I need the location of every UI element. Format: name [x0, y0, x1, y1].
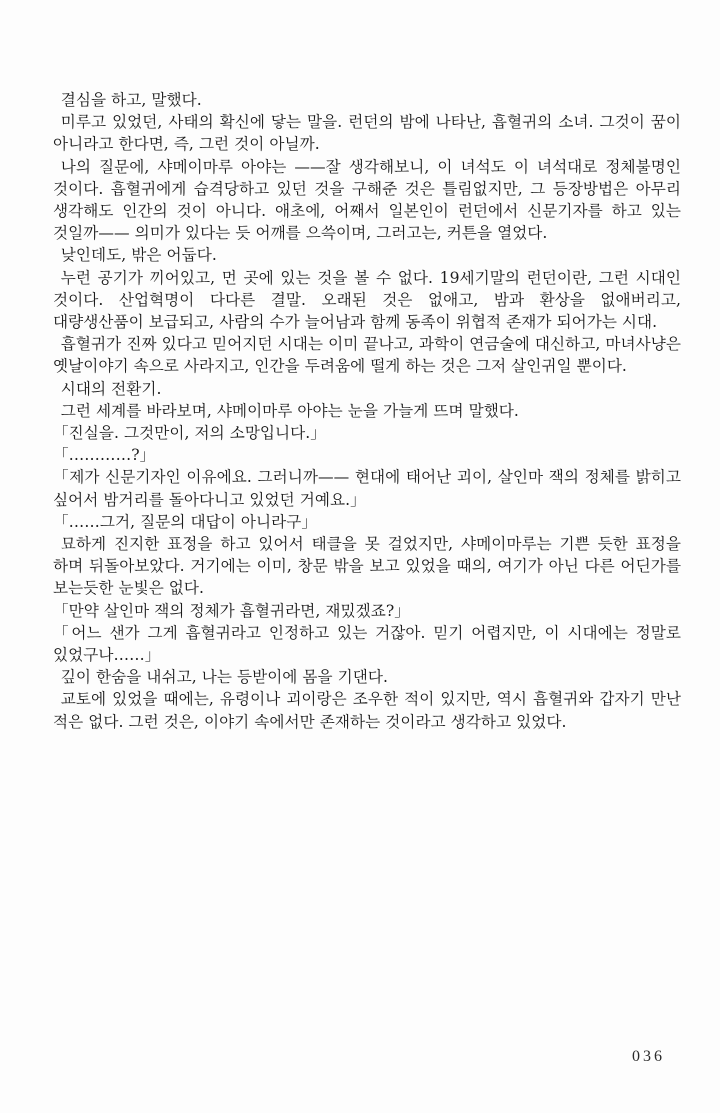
- paragraph: 묘하게 진지한 표정을 하고 있어서 태클을 못 걸었지만, 샤메이마루는 기쁜 듯한 표정을 하며 뒤돌아보았다. 거기에는 이미, 창문 밖을 보고 있었을 때의, 여기가 아닌 다른 어딘가를 보는듯한 눈빛은 없다.: [53, 535, 681, 598]
- paragraph: 그런 세계를 바라보며, 샤메이마루 아야는 눈을 가늘게 뜨며 말했다.: [60, 401, 519, 420]
- paragraph: 누런 공기가 끼어있고, 먼 곳에 있는 것을 볼 수 없다. 19세기말의 런던이란, 그런 시대인 것이다. 산업혁명이 다다른 결말. 오래된 것은 없애고, 밤과 환상을 없애버리고, 대량생산품이 보급되고, 사람의 수가 늘어남과 함께 동족이 위협적 존재가 되어가는 시대.: [53, 268, 681, 332]
- paragraph: 교토에 있었을 때에는, 유령이나 괴이랑은 조우한 적이 있지만, 역시 흡혈귀와 갑자기 만난 적은 없다. 그런 것은, 이야기 속에서만 존재하는 것이라고 생각하고 있었다.: [53, 690, 681, 731]
- paragraph: 미루고 있었던, 사태의 확신에 닿는 말을. 런던의 밤에 나타난, 흡혈귀의 소녀. 그것이 꿈이 아니라고 한다면, 즉, 그런 것이 아닐까.: [53, 113, 681, 154]
- paragraph: 낮인데도, 밖은 어둡다.: [60, 246, 217, 265]
- dialogue-line: 「만약 살인마 잭의 정체가 흡혈귀라면, 재밌겠죠?」: [53, 601, 410, 620]
- paragraph: 시대의 전환기.: [60, 379, 162, 398]
- paragraph: 나의 질문에, 샤메이마루 아야는 ——잘 생각해보니, 이 녀석도 이 녀석대로 정체불명인 것이다. 흡혈귀에게 습격당하고 있던 것을 구해준 것은 틀림없지만, 그 등장방법은 아무리 생각해도 인간의 것이 아니다. 애초에, 어째서 일본인이 런던에서 신문기자를 하고 있는 것일까—— 의미가 있다는 듯 어깨를 으쓱이며, 그러고는, 커튼을 열었다.: [53, 157, 681, 243]
- dialogue-line: 「진실을. 그것만이, 저의 소망입니다.」: [53, 424, 326, 443]
- page-body-text: [53, 89, 681, 733]
- dialogue-line: 「제가 신문기자인 이유에요. 그러니까—— 현대에 태어난 괴이, 살인마 잭의 정체를 밝히고 싶어서 밤거리를 돌아다니고 있었던 거예요.」: [53, 468, 681, 509]
- page-number: 036: [632, 1048, 665, 1065]
- paragraph: 흡혈귀가 진짜 있다고 믿어지던 시대는 이미 끝나고, 과학이 연금술에 대신하고, 마녀사냥은 옛날이야기 속으로 사라지고, 인간을 두려움에 떨게 하는 것은 그저 살인귀일 뿐이다.: [53, 335, 681, 376]
- dialogue-line: 「……그거, 질문의 대답이 아니라구」: [53, 512, 317, 531]
- paragraph: 깊이 한숨을 내쉬고, 나는 등받이에 몸을 기댄다.: [60, 668, 389, 687]
- dialogue-line: 「어느 샌가 그게 흡혈귀라고 인정하고 있는 거잖아. 믿기 어렵지만, 이 시대에는 정말로 있었구나……」: [53, 623, 681, 665]
- dialogue-line: 「…………?」: [53, 446, 156, 465]
- paragraph: 결심을 하고, 말했다.: [60, 91, 202, 109]
